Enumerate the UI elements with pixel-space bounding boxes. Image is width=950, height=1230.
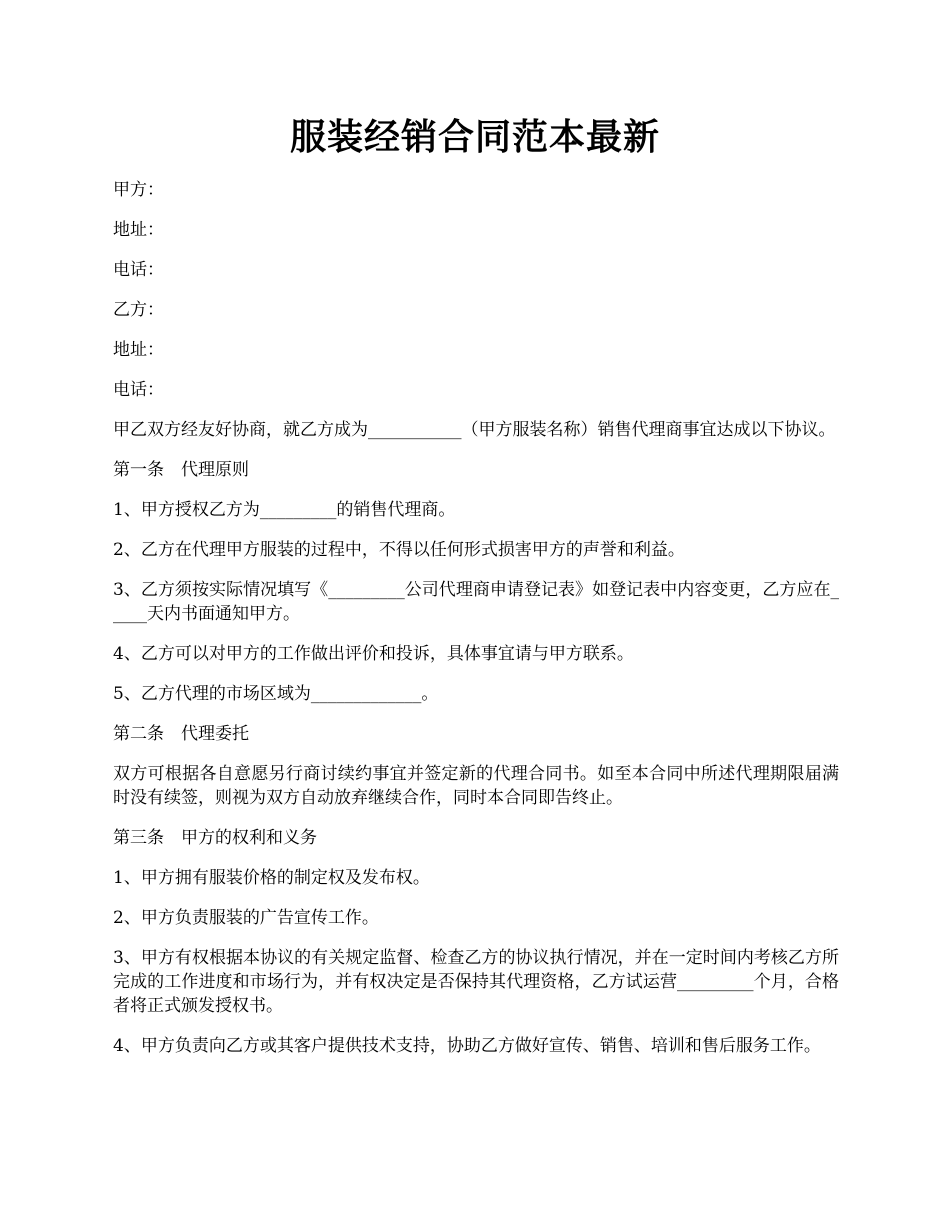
article-3-heading: 第三条 甲方的权利和义务 — [113, 828, 317, 848]
article-1-clause-1: 1、甲方授权乙方为_________的销售代理商。 — [113, 500, 456, 520]
party-a-label: 甲方： — [113, 180, 164, 200]
article-2-heading: 第二条 代理委托 — [113, 724, 249, 744]
article-2-paragraph: 双方可根据各自意愿另行商讨续约事宜并签定新的代理合同书。如至本合同中所述代理期限届满时没有续签，则视为双方自动放弃继续合作，同时本合同即告终止。 — [113, 764, 839, 808]
party-b-label: 乙方： — [113, 300, 164, 320]
party-b-address-label: 地址： — [113, 340, 164, 360]
article-3-clause-4: 4、甲方负责向乙方或其客户提供技术支持，协助乙方做好宣传、销售、培训和售后服务工作。 — [113, 1036, 821, 1056]
preamble-paragraph: 甲乙双方经友好协商，就乙方成为___________（甲方服装名称）销售代理商事宜达成以下协议。 — [113, 420, 836, 440]
document-body — [113, 178, 839, 1074]
party-b-phone-label: 电话： — [113, 380, 164, 400]
article-1-clause-3: 3、乙方须按实际情况填写《_________公司代理商申请登记表》如登记表中内容变更，乙方应在_____天内书面通知甲方。 — [113, 580, 839, 624]
article-3-clause-1: 1、甲方拥有服装价格的制定权及发布权。 — [113, 868, 430, 888]
article-1-heading: 第一条 代理原则 — [113, 460, 249, 480]
article-1-clause-4: 4、乙方可以对甲方的工作做出评价和投诉，具体事宜请与甲方联系。 — [113, 644, 634, 664]
party-a-phone-label: 电话： — [113, 260, 164, 280]
article-3-clause-3: 3、甲方有权根据本协议的有关规定监督、检查乙方的协议执行情况，并在一定时间内考核乙方所完成的工作进度和市场行为，并有权决定是否保持其代理资格，乙方试运营_________个月，合格者将正式颁发授权书。 — [113, 948, 839, 1016]
article-1-clause-2: 2、乙方在代理甲方服装的过程中，不得以任何形式损害甲方的声誉和利益。 — [113, 540, 685, 560]
article-3-clause-2: 2、甲方负责服装的广告宣传工作。 — [113, 908, 379, 928]
party-a-address-label: 地址： — [113, 220, 164, 240]
document-title: 服装经销合同范本最新 — [289, 116, 660, 158]
article-1-clause-5: 5、乙方代理的市场区域为_____________。 — [113, 684, 439, 704]
